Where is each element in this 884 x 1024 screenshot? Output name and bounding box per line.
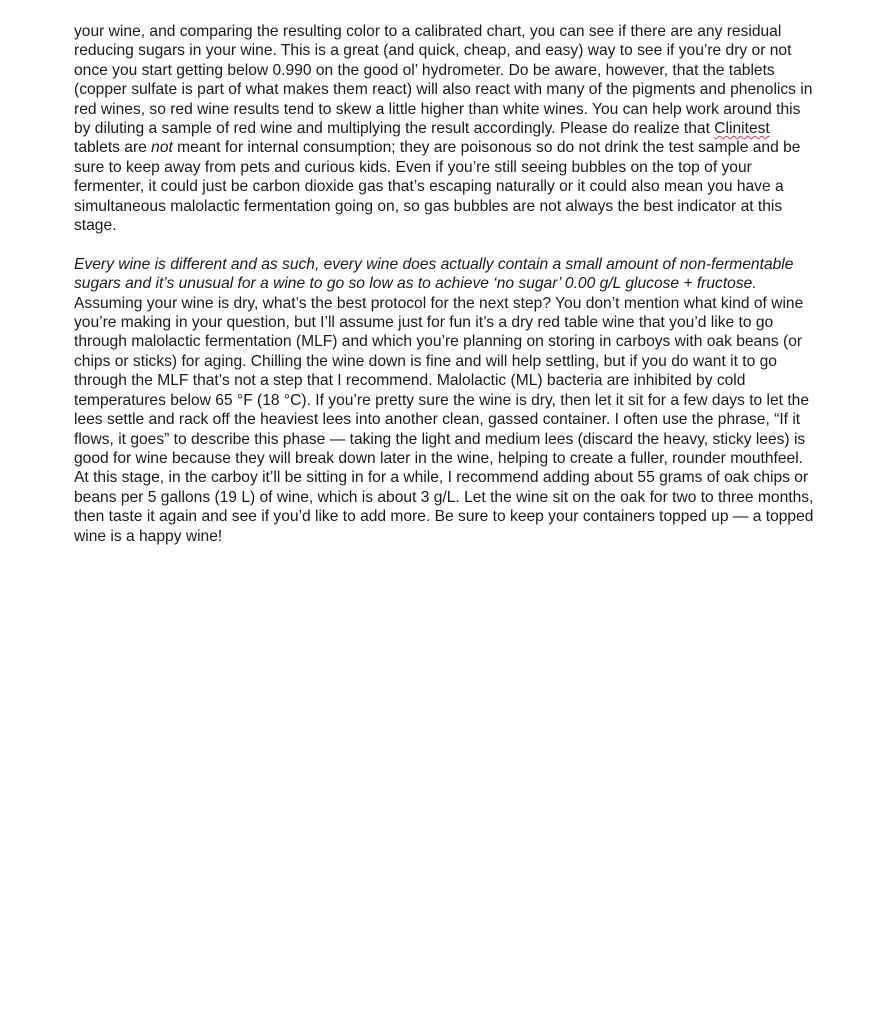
spellcheck-flagged-word[interactable]: Clinitest (714, 120, 770, 138)
paragraph-text: tablets are (74, 139, 152, 157)
body-paragraph-clinitest (74, 22, 819, 235)
paragraph-text: meant for internal consumption; they are poisonous so do not drink the test sample and be sure to keep away from pets and curious kids. Even if you’re still seeing bubbles on the top of your fermenter, it could just be carbon dioxide gas that’s escaping naturally or it could also mean you have a simultaneous malolactic fermentation going on, so gas bubbles are not always the best indicator at this stage. (74, 139, 801, 235)
body-paragraph-next-step: Assuming your wine is dry, what’s the best protocol for the next step? You don’t mention what kind of wine you’re making in your question, but I’ll assume just for fun it’s a dry red table wine that you’d like to go through malolactic fermentation (MLF) and which you’re planning on storing in carboys with oak beans (or chips or sticks) for aging. Chilling the wine down is fine and will help settling, but if you do want it to go through the MLF that’s not a step that I recommend. Malolactic (ML) bacteria are inhibited by cold temperatures below 65 °F (18 °C). If you’re pretty sure the wine is dry, then let it sit for a few days to let the lees settle and rack off the heaviest lees into another clean, gassed container. I often use the phrase, “If it flows, it goes” to describe this phase — taking the light and medium lees (discard the heavy, sticky lees) is good for wine because they will break down later in the wine, helping to create a fuller, rounder mouthfeel. At this stage, in the carboy it’ll be sitting in for a while, I recommend adding about 55 grams of oak chips or beans per 5 gallons (19 L) of wine, which is about 3 g/L. Let the wine sit on the oak for two to three months, then taste it again and see if you’d like to add more. Be sure to keep your containers topped up — a topped wine is a happy wine! (74, 294, 814, 545)
document-page (74, 22, 819, 546)
italic-note-paragraph: Every wine is different and as such, every wine does actually contain a small amount of non-fermentable sugars and it’s unusual for a wine to go so low as to achieve ‘no sugar’ 0.00 g/L glucose + fructose. (74, 255, 794, 293)
paragraph-spacer (74, 235, 819, 254)
paragraph-text: your wine, and comparing the resulting color to a calibrated chart, you can see if there are any residual reducing sugars in your wine. This is a great (and quick, cheap, and easy) way to see if you’re dry or not once you start getting below 0.990 on the good ol’ hydrometer. Do be aware, however, that the tablets (copper sulfate is part of what makes them react) will also react with many of the pigments and phenolics in red wines, so red wine results tend to skew a little higher than white wines. You can help work around this by diluting a sample of red wine and multiplying the result accordingly. Please do realize that (74, 23, 813, 138)
emphasized-word: not (151, 139, 173, 157)
